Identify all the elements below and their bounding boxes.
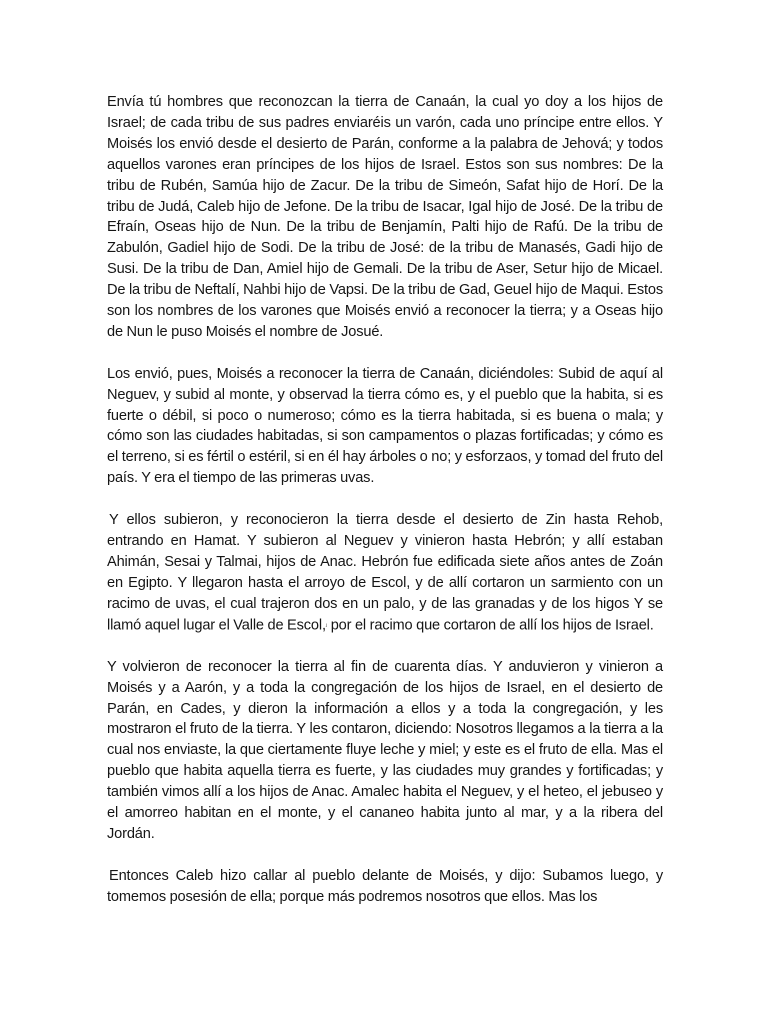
paragraph-exploration [107, 510, 663, 636]
paragraph-exploration-text-before: Y ellos subieron, y reconocieron la tierra desde el desierto de Zin hasta Rehob, entrando en Hamat. Y subieron al Neguev y vinieron hasta Hebrón; y allí estaban Ahimán, Sesai y Talmai, hijos de Anac. Hebrón fue edificada siete años antes de Zoán en Egipto. Y llegaron hasta el arroyo de Escol, y de allí cortaron un sarmiento con un racimo de uvas, el cual trajeron dos en un palo, y de las granadas y de los higos Y se llamó aquel lugar el Valle de Escol, [107, 512, 663, 633]
paragraph-spies-names: Envía tú hombres que reconozcan la tierra de Canaán, la cual yo doy a los hijos de Israel; de cada tribu de sus padres enviaréis un varón, cada uno príncipe entre ellos. Y Moisés los envió desde el desierto de Parán, conforme a la palabra de Jehová; y todos aquellos varones eran príncipes de los hijos de Israel. Estos son sus nombres: De la tribu de Rubén, Samúa hijo de Zacur. De la tribu de Simeón, Safat hijo de Horí. De la tribu de Judá, Caleb hijo de Jefone. De la tribu de Isacar, Igal hijo de José. De la tribu de Efraín, Oseas hijo de Nun. De la tribu de Benjamín, Palti hijo de Rafú. De la tribu de Zabulón, Gadiel hijo de Sodi. De la tribu de José: de la tribu de Manasés, Gadi hijo de Susi. De la tribu de Dan, Amiel hijo de Gemali. De la tribu de Aser, Setur hijo de Micael. De la tribu de Neftalí, Nahbi hijo de Vapsi. De la tribu de Gad, Geuel hijo de Maqui. Estos son los nombres de los varones que Moisés envió a reconocer la tierra; y a Oseas hijo de Nun le puso Moisés el nombre de Josué. [107, 94, 663, 340]
document-page [107, 92, 663, 928]
paragraph-moses-instructions: Los envió, pues, Moisés a reconocer la tierra de Canaán, diciéndoles: Subid de aquí al Neguev, y subid al monte, y observad la tierra cómo es, y el pueblo que la habita, si es fuerte o débil, si poco o numeroso; cómo es la tierra habitada, si es buena o mala; y cómo son las ciudades habitadas, si son campamentos o plazas fortificadas; y cómo es el terreno, si es fértil o estéril, si en él hay árboles o no; y esforzaos, y tomad del fruto del país. Y era el tiempo de las primeras uvas. [107, 365, 663, 487]
paragraph-exploration-text-after: por el racimo que cortaron de allí los hijos de Israel. [327, 616, 654, 633]
paragraph-caleb: Entonces Caleb hizo callar al pueblo delante de Moisés, y dijo: Subamos luego, y tomemos posesión de ella; porque más podremos nosotros que ellos. Mas los [107, 867, 663, 905]
footnote-marker: ⱼ [325, 620, 328, 628]
paragraph-report: Y volvieron de reconocer la tierra al fin de cuarenta días. Y anduvieron y vinieron a Moisés y a Aarón, y a toda la congregación de los hijos de Israel, en el desierto de Parán, en Cades, y dieron la información a ellos y a toda la congregación, y les mostraron el fruto de la tierra. Y les contaron, diciendo: Nosotros llegamos a la tierra a la cual nos enviaste, la que ciertamente fluye leche y miel; y este es el fruto de ella. Mas el pueblo que habita aquella tierra es fuerte, y las ciudades muy grandes y fortificadas; y también vimos allí a los hijos de Anac. Amalec habita el Neguev, y el heteo, el jebuseo y el amorreo habitan en el monte, y el cananeo habita junto al mar, y a la ribera del Jordán. [107, 658, 663, 842]
